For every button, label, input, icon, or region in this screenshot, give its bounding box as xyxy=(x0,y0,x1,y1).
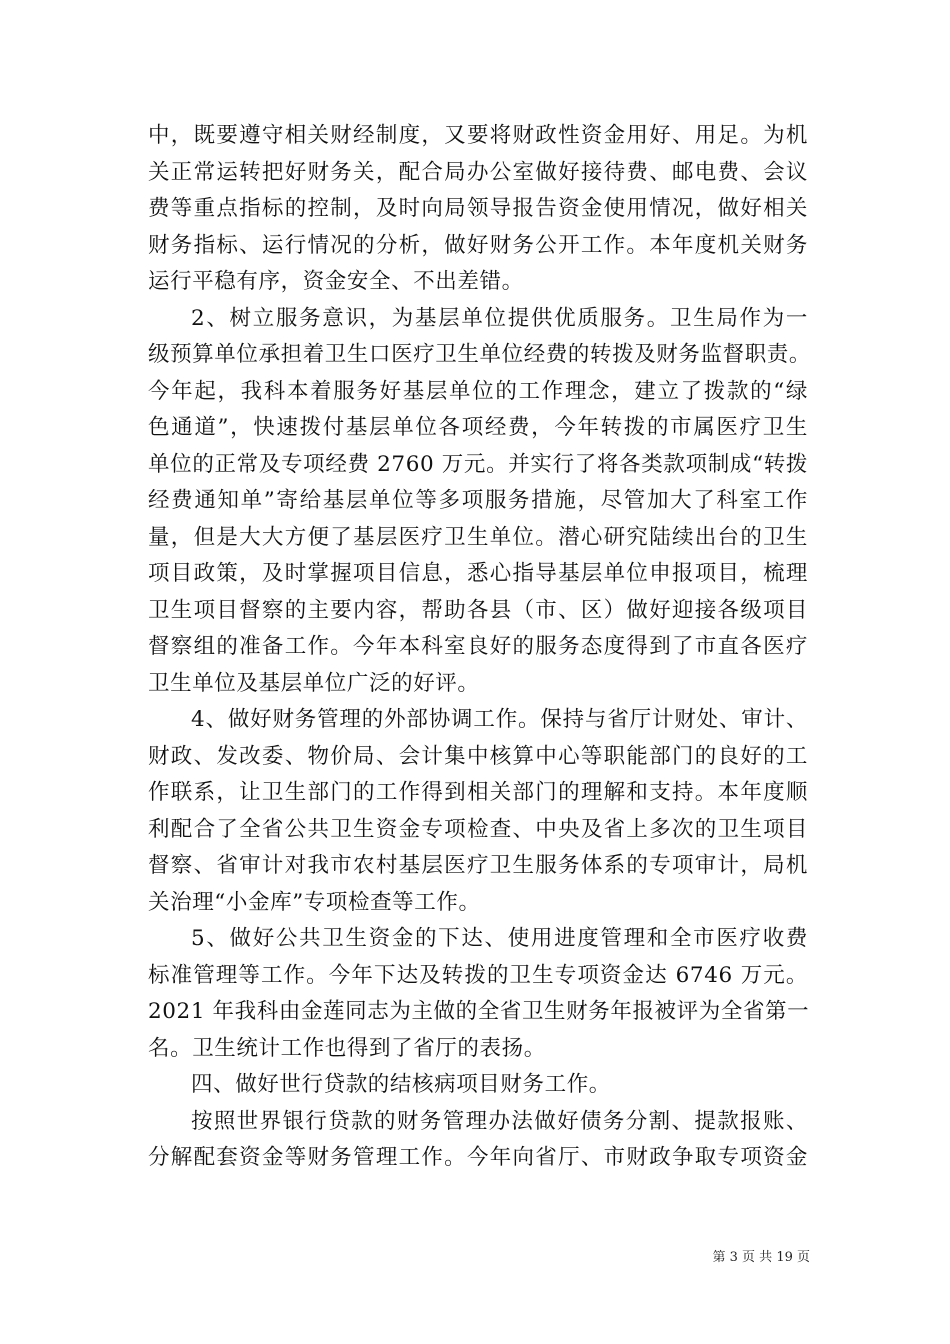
document-body xyxy=(148,118,812,1177)
text-line: 单位的正常及专项经费 2760 万元。并实行了将各类款项制成“转拨 xyxy=(148,451,808,477)
text-line: 关治理“小金库”专项检查等工作。 xyxy=(148,889,481,915)
text-line: 分解配套资金等财务管理工作。今年向省厅、市财政争取专项资金 xyxy=(148,1145,808,1170)
paragraph-first-line: 5、做好公共卫生资金的下达、使用进度管理和全市医疗收费 xyxy=(191,926,808,951)
text-line: 量，但是大大方便了基层医疗卫生单位。潜心研究陆续出台的卫生 xyxy=(148,524,808,550)
text-line: 关正常运转把好财务关，配合局办公室做好接待费、邮电费、会议 xyxy=(148,159,808,185)
text-line: 中，既要遵守相关财经制度，又要将财政性资金用好、用足。为机 xyxy=(148,123,808,148)
text-line: 督察、省审计对我市农村基层医疗卫生服务体系的专项审计，局机 xyxy=(148,853,808,878)
text-line: 名。卫生统计工作也得到了省厅的表扬。 xyxy=(148,1035,546,1061)
text-line: 卫生单位及基层单位广泛的好评。 xyxy=(148,670,480,696)
text-line: 标准管理等工作。今年下达及转拨的卫生专项资金达 6746 万元。 xyxy=(148,962,808,988)
text-line: 经费通知单”寄给基层单位等多项服务措施，尽管加大了科室工作 xyxy=(148,488,808,513)
text-line: 作联系，让卫生部门的工作得到相关部门的理解和支持。本年度顺 xyxy=(148,780,808,805)
text-line: 财政、发改委、物价局、会计集中核算中心等职能部门的良好的工 xyxy=(148,743,808,769)
section-heading: 四、做好世行贷款的结核病项目财务工作。 xyxy=(191,1072,611,1097)
text-line: 财务指标、运行情况的分析，做好财务公开工作。本年度机关财务 xyxy=(148,232,808,258)
paragraph-first-line: 2、树立服务意识，为基层单位提供优质服务。卫生局作为一 xyxy=(191,305,808,331)
text-line: 2021 年我科由金莲同志为主做的全省卫生财务年报被评为全省第一 xyxy=(148,999,810,1024)
text-line: 今年起，我科本着服务好基层单位的工作理念，建立了拨款的“绿 xyxy=(148,378,808,404)
paragraph-first-line: 按照世界银行贷款的财务管理办法做好债务分割、提款报账、 xyxy=(191,1108,808,1134)
text-line: 级预算单位承担着卫生口医疗卫生单位经费的转拨及财务监督职责。 xyxy=(148,342,812,367)
text-line: 卫生项目督察的主要内容，帮助各县（市、区）做好迎接各级项目 xyxy=(148,597,808,623)
text-line: 督察组的准备工作。今年本科室良好的服务态度得到了市直各医疗 xyxy=(148,634,808,659)
text-line: 费等重点指标的控制，及时向局领导报告资金使用情况，做好相关 xyxy=(148,196,808,221)
text-line: 运行平稳有序，资金安全、不出差错。 xyxy=(148,269,524,294)
paragraph-first-line: 4、做好财务管理的外部协调工作。保持与省厅计财处、审计、 xyxy=(191,707,808,732)
text-line: 利配合了全省公共卫生资金专项检查、中央及省上多次的卫生项目 xyxy=(148,816,808,842)
text-line: 色通道”，快速拨付基层单位各项经费，今年转拨的市属医疗卫生 xyxy=(148,415,808,440)
page-number: 第 3 页 共 19 页 xyxy=(712,1250,810,1265)
text-line: 项目政策，及时掌握项目信息，悉心指导基层单位申报项目，梳理 xyxy=(148,561,808,586)
